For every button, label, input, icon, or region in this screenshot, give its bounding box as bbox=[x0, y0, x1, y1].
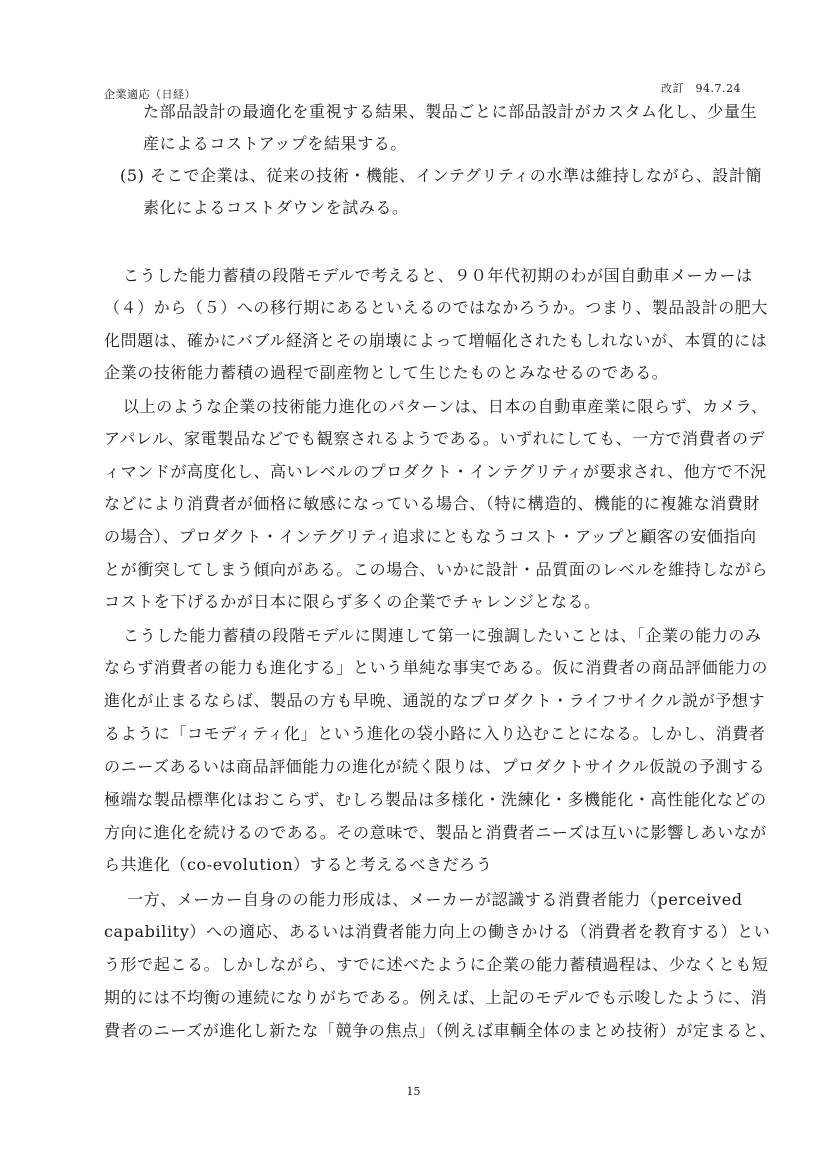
text-line: 素化によるコストダウンを試みる。 bbox=[143, 198, 409, 217]
text-line: う形で起こる。しかしながら、すでに述べたように企業の能力蓄積過程は、少なくとも短 bbox=[104, 955, 769, 974]
text-line: 一方、メーカー自身のの能力形成は、メーカーが認識する消費者能力（perceived bbox=[127, 890, 743, 909]
text-line: るように「コモディティ化」という進化の袋小路に入り込むことになる。しかし、消費者 bbox=[104, 724, 766, 743]
text-line: コストを下げるかが日本に限らず多くの企業でチャレンジとなる。 bbox=[104, 592, 601, 611]
text-line: ィマンドが高度化し、高いレベルのプロダクト・インテグリティが要求され、他方で不況 bbox=[104, 462, 767, 481]
header-left: 企業適応（日経） bbox=[104, 88, 196, 101]
text-line: こうした能力蓄積の段階モデルで考えると、９０年代初期のわが国自動車メーカーは bbox=[123, 266, 753, 285]
text-line: ならず消費者の能力も進化する」という単純な事実である。仮に消費者の商品評価能力の bbox=[104, 658, 769, 677]
text-line: 化問題は、確かにバブル経済とその崩壊によって増幅化されたもしれないが、本質的には bbox=[104, 331, 768, 350]
text-line: のニーズあるいは商品評価能力の進化が続く限りは、プロダクトサイクル仮説の予測する bbox=[104, 757, 766, 776]
text-line: とが衝突してしまう傾向がある。この場合、いかに設計・品質面のレベルを維持しながら bbox=[104, 560, 769, 579]
text-line: （４）から（５）への移行期にあるといえるのではなかろうか。つまり、製品設計の肥大 bbox=[104, 298, 769, 317]
header-right: 改訂 94.7.24 bbox=[661, 82, 741, 95]
text-line: (5) そこで企業は、従来の技術・機能、インテグリティの水準は維持しながら、設計簡 bbox=[120, 166, 763, 185]
text-line: 費者のニーズが進化し新たな「競争の焦点」（例えば車輌全体のまとめ技術）が定まると、 bbox=[104, 1021, 776, 1040]
text-line: の場合）、プロダクト・インテグリティ追求にともなうコスト・アップと顧客の安価指向 bbox=[104, 527, 757, 546]
text-line: こうした能力蓄積の段階モデルに関連して第一に強調したいことは、「企業の能力のみ bbox=[123, 626, 762, 645]
page-number: 15 bbox=[406, 1085, 421, 1098]
text-line: た部品設計の最適化を重視する結果、製品ごとに部品設計がカスタム化し、少量生 bbox=[143, 102, 758, 121]
text-line: 方向に進化を続けるのである。その意味で、製品と消費者ニーズは互いに影響しあいなが bbox=[104, 823, 767, 842]
text-line: 進化が止まるならば、製品の方も早晩、通説的なプロダクト・ライフサイクル説が予想す bbox=[104, 691, 766, 710]
text-line: 期的には不均衡の連続になりがちである。例えば、上記のモデルでも示唆したように、消 bbox=[104, 988, 768, 1007]
text-line: 産によるコストアップを結果する。 bbox=[143, 134, 408, 153]
text-line: ら共進化（co-evolution）すると考えるべきだろう bbox=[104, 855, 493, 874]
text-line: 企業の技術能力蓄積の過程で副産物として生じたものとみなせるのである。 bbox=[104, 363, 669, 382]
text-line: アパレル、家電製品などでも観察されるようである。いずれにしても、一方で消費者のデ bbox=[104, 429, 766, 448]
text-line: capability）への適応、あるいは消費者能力向上の働きかける（消費者を教育する）とい bbox=[104, 922, 771, 941]
text-line: 以上のような企業の技術能力進化のパターンは、日本の自動車産業に限らず、カメラ、 bbox=[123, 397, 768, 416]
text-line: 極端な製品標準化はおこらず、むしろ製品は多様化・洗練化・多機能化・高性能化などの bbox=[104, 790, 767, 809]
text-line: などにより消費者が価格に敏感になっている場合、（特に構造的、機能的に複雑な消費財 bbox=[104, 494, 761, 513]
